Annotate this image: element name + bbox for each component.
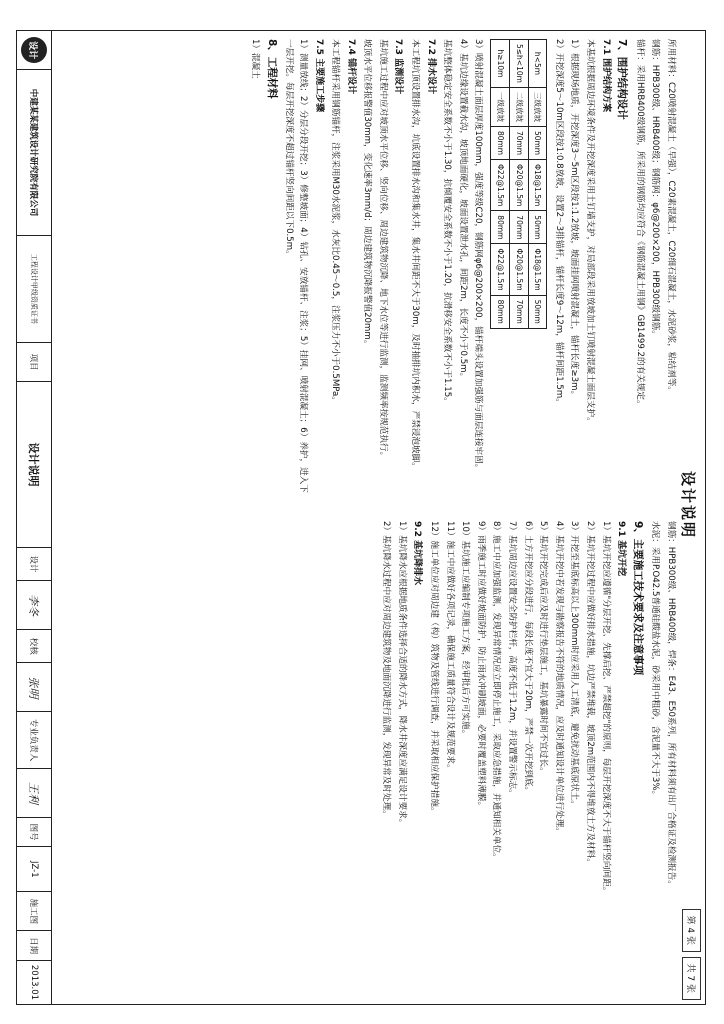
project-label: 项目: [17, 343, 51, 382]
subsection-heading: 7.5 主要施工步骤: [313, 39, 324, 113]
paragraph: 2）基坑降水过程中应对周边建筑物及地面沉降进行监测，发现异常及时处理。: [381, 521, 392, 819]
table-cell: 二级放坡: [510, 87, 529, 126]
qualification: 工程设计甲级资质证书: [17, 236, 51, 343]
table-cell: 70mm: [510, 126, 529, 159]
page-total: 共 7 张: [682, 957, 701, 1000]
table-cell: 80mm: [491, 295, 510, 328]
paragraph: 坡顶水平位移报警值30mm，变化速率3mm/d；周边建筑物沉降报警值20mm。: [362, 39, 373, 349]
table-cell: 70mm: [510, 295, 529, 328]
table-cell: Φ20@1.5m: [510, 160, 529, 211]
subsection-heading: 7.1 围护结构方案: [600, 39, 611, 113]
drawing-no-label: 图号: [17, 818, 51, 847]
table-cell: Φ18@1.5m: [528, 244, 547, 295]
paragraph: 5）基坑开挖完成后应及时进行垫层施工，基坑暴露时间不宜过长。: [538, 521, 549, 776]
paragraph: 2）开挖深度5～10m区段按1:0.8放坡，设置2～3排锚杆，锚杆长度9～12m，锚杆间距1.5m。: [553, 39, 564, 407]
design-signature: 李冬: [17, 581, 51, 630]
paragraph: 9）雨季施工时应做好坡面防护，防止雨水冲刷坡面，必要时覆盖塑料薄膜。: [475, 521, 486, 811]
paragraph: 所用材料：C20喷射混凝土（早强），C20素混凝土，C20细石混凝土，水泥砂浆，粘结剂等。: [666, 39, 676, 395]
paragraph: 12）施工单位应对周边建（构）筑物及管线进行调查，并采取相应保护措施。: [429, 521, 440, 816]
table-cell: Φ20@1.5m: [510, 244, 529, 295]
date-label: 日期: [17, 931, 51, 960]
table-cell: 50mm: [528, 295, 547, 328]
paragraph: 4）基坑开挖中若发现与勘察报告不符的地质情况，应及时通知设计单位进行处理。: [553, 521, 564, 836]
table-cell: 一级放坡: [491, 87, 510, 126]
check-signature: 张明: [17, 663, 51, 712]
right-column: [377, 521, 677, 991]
page-number: 第 4 张: [682, 909, 701, 952]
check-label: 校核: [17, 630, 51, 663]
table-row: [528, 40, 547, 329]
drawing-frame: [16, 30, 706, 1005]
paragraph: 本工程坑顶设置排水沟，坑底设置排水沟和集水井，集水井间距不大于30m，及时抽排坑内积水，严禁浸泡坡脚。: [410, 39, 421, 471]
table-row: [491, 40, 510, 329]
paragraph: 8）施工中应加强监测，发现异常情况应立即停止施工，采取应急措施，并通知相关单位。: [491, 521, 502, 862]
paragraph: 2）基坑开挖过程中应做好排水措施，坑边严禁堆载，坡顶2m范围内不得堆放土方及材料。: [585, 521, 596, 867]
paragraph: 基坑施工过程中应对坡顶水平位移、竖向位移、周边建筑物沉降、地下水位等进行监测，监测频率按规范执行。: [377, 39, 388, 461]
paragraph: 7）基坑周边应设置安全防护栏杆，高度不低于1.2m，并设置警示标志。: [507, 521, 518, 798]
paragraph: 11）施工中应做好各项记录，确保施工质量符合设计及规范要求。: [444, 521, 455, 773]
paragraph: 钢筋：HPB300级、HRB400级；钢筋网：φ6@200×200，HPB300级钢筋。: [650, 39, 661, 339]
table-cell: h≥10m: [491, 40, 510, 88]
table-cell: Φ22@1.5m: [491, 244, 510, 295]
subsection-heading: 7.2 排水设计: [425, 39, 436, 95]
table-cell: Φ18@1.5m: [528, 160, 547, 211]
table-row: [510, 40, 529, 329]
table-cell: 5≤h<10m: [510, 40, 529, 88]
chief-signature: 王利: [17, 769, 51, 818]
drawing-title: 设计说明: [17, 382, 51, 548]
subsection-heading: 9.2 基坑降排水: [412, 521, 423, 586]
page-title: 设计说明: [679, 471, 697, 540]
paragraph: 本基坑根据周边环境条件及开挖深度采用土钉墙支护，对局部段采用放坡加土钉喷射混凝土面层支护。: [585, 39, 596, 426]
table-cell: h<5m: [528, 40, 547, 88]
table-cell: 70mm: [510, 211, 529, 244]
paragraph: 1）基坑降水应根据地质条件选择合适的降水方式，降水井深度应满足设计要求。: [396, 521, 407, 828]
table-cell: 三级放坡: [528, 87, 547, 126]
table-cell: 50mm: [528, 211, 547, 244]
paragraph: 基坑整体稳定安全系数不小于1.30，抗倾覆安全系数不小于1.20，抗滑移安全系数不小于1.15。: [442, 39, 453, 406]
stage-value: 施工图: [17, 892, 51, 931]
section-heading: 8、工程材料: [265, 39, 278, 99]
table-cell: Φ22@1.5m: [491, 160, 510, 211]
table-cell: 50mm: [528, 126, 547, 159]
title-block: [17, 31, 52, 1004]
section-heading: 7、围护结构设计: [616, 39, 629, 120]
paragraph: 1）混凝土: [250, 39, 261, 79]
paragraph: 6）土方开挖应分段进行，每段长度不宜大于20m，严禁一次开挖到底。: [522, 521, 533, 795]
table-cell: 80mm: [491, 126, 510, 159]
left-column: [246, 39, 677, 494]
paragraph: 3）喷射混凝土面层厚度100mm，强度等级C20，钢筋网φ6@200×200，锚杆端头设置加强筋与面层连接牢固。: [473, 39, 484, 473]
table-cell: 80mm: [491, 211, 510, 244]
subsection-heading: 7.3 监测设计: [393, 39, 404, 95]
logo-icon: 设计: [21, 37, 47, 63]
company-name: 中建某某建筑设计研究院有限公司: [17, 70, 51, 236]
chief-label: 专业负责人: [17, 712, 51, 769]
paragraph: 1）基坑开挖应遵循"分层开挖、先撑后挖、严禁超挖"的原则，每层开挖深度不大于锚杆竖向间距。: [600, 521, 611, 896]
subsection-heading: 7.4 锚杆设计: [345, 39, 356, 95]
date-value: 2013.01: [29, 964, 39, 1001]
anchor-table: [490, 39, 547, 329]
paragraph: 锚杆：采用HRB400级钢筋，所采用的钢筋均应符合《钢筋混凝土用钢》GB1499.2的有关规定。: [634, 39, 645, 409]
subsection-heading: 9.1 基坑开挖: [616, 521, 627, 577]
paragraph: 1）测量放线；2）分层分段开挖；3）修整坡面；4）钻孔、安放锚杆、注浆；5）挂网、喷射混凝土；6）养护，进入下一层开挖。每层开挖深度不超过锚杆竖向间距以下0.5m。: [284, 39, 308, 493]
section-heading: 9、主要施工技术要求及注意事项: [631, 521, 644, 676]
paragraph: 水泥：采用P.O42.5普通硅酸盐水泥，砂采用中粗砂，含泥量不大于3%。: [650, 521, 661, 800]
paragraph: 钢筋：HPB300级、HRB400级，焊条：E43、E50系列，所有材料须有出厂合格证及检测报告。: [666, 521, 676, 889]
paragraph: 1）根据现场地质，开挖深度3～5m区段按1:1.2放坡，坡面挂网喷射混凝土，锚杆长度≥3m。: [569, 39, 580, 400]
paragraph: 本工程锚杆采用钢筋锚杆，注浆采用M30水泥浆，水灰比0.45～0.5，注浆压力不小于0.5MPa。: [330, 39, 341, 405]
drawing-no: JZ-1: [17, 847, 51, 892]
company-logo: [17, 31, 51, 70]
paragraph: 10）基坑施工应编制专项施工方案，经审批后方可实施。: [460, 521, 471, 739]
design-label: 设计: [17, 548, 51, 581]
paragraph: 3）开挖至基底标高以上300mm时应采用人工清底，避免扰动基底原状土。: [569, 521, 580, 809]
paragraph: 4）基坑边缘设置截水沟，坡顶地面硬化，坡面设置泄水孔，间距2m，长度不小于0.5m。: [457, 39, 468, 382]
